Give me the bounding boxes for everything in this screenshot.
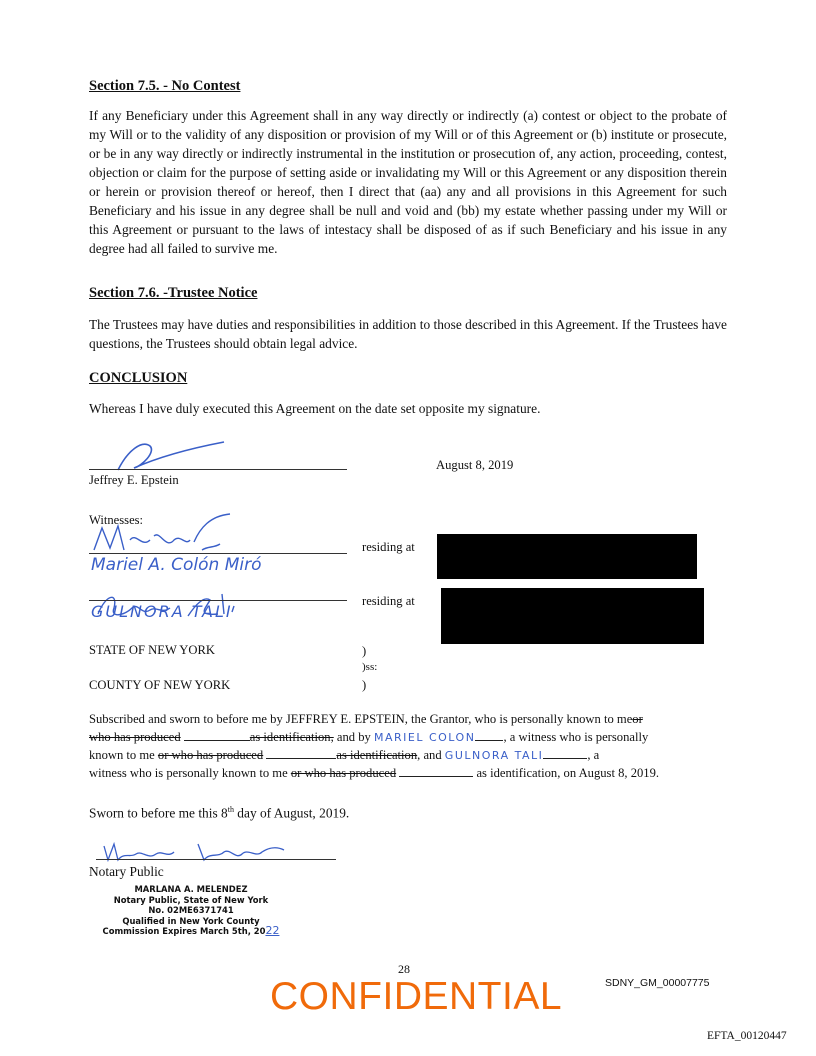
section-7-6-title: Section 7.6. -Trustee Notice: [89, 285, 258, 301]
jurat-text: , a witness who is personally: [503, 730, 649, 744]
jurat-blank: [543, 747, 587, 759]
section-7-5-body: If any Beneficiary under this Agreement shall in any way directly or indirectly (a) contest or object to the probate of my Will or to the validity of any disposition or provision of my Will or of this Agreement or (b) institute or prosecute, or be in any way directly or indirectly instrumental in the institution or prosecution of, any action, proceeding, contest, objection or claim for the purpose of setting aside or invalidating my Will or this Agreement or any disposition therein or herein or provision thereof or hereof, then I direct that (aa) any and all provisions in this Agreement for such Beneficiary and his issue in any degree shall be null and void and (bb) my estate whether passing under my Will or this Agreement or pursuant to the laws of intestacy shall be disposed of as if such Beneficiary and his issue in any degree had all failed to survive me.: [89, 108, 727, 256]
witness-2-signature-line: [89, 600, 347, 601]
stamp-line: Qualified in New York County: [122, 915, 260, 926]
jurat-line-1: [89, 710, 643, 729]
jurat-handwritten-witness-2: GULNORA TALI: [444, 749, 544, 762]
section-7-6-body: The Trustees may have duties and responsibilities in addition to those described in this Agreement. If the Trustees have questions, the Trustees should obtain legal advice.: [89, 317, 727, 351]
jurat-text: , and: [417, 748, 442, 762]
jurat-strike: or who has produced: [290, 766, 397, 780]
jurat-text: witness who is personally known to me: [89, 766, 288, 780]
jurat-strike: as identification,: [249, 730, 334, 744]
witness-1-residing-label: residing at: [362, 540, 415, 554]
grantor-date: August 8, 2019: [436, 458, 514, 472]
jurat-blank: [184, 729, 250, 741]
sworn-text: day of August, 2019.: [233, 805, 350, 821]
jurat-blank: [266, 747, 336, 759]
jurat-text: , a: [587, 748, 600, 762]
jurat-text: Subscribed and sworn to before me by JEFFREY E. EPSTEIN, the Grantor, who is personally known to me: [89, 712, 633, 726]
stamp-expiry-text: Commission Expires March 5th, 20: [102, 926, 266, 936]
conclusion-title: CONCLUSION: [89, 370, 188, 386]
witness-2-residing-label: residing at: [362, 594, 415, 608]
jurat-line-4: [89, 764, 659, 783]
jurat-blank: [475, 729, 503, 741]
jurat-strike: as identification: [336, 748, 418, 762]
sworn-text: Sworn to before me this 8: [89, 805, 228, 821]
jurat-text: and by: [336, 730, 371, 744]
conclusion-body: Whereas I have duly executed this Agreement on the date set opposite my signature.: [89, 401, 541, 416]
witness-1-address-redaction: [437, 534, 697, 579]
notary-stamp: [86, 884, 296, 937]
jurat-strike: or: [632, 712, 643, 726]
jurat-line-2: [89, 728, 648, 747]
jurat-blank: [399, 765, 473, 777]
witness-2-address-redaction: [441, 588, 704, 644]
witness-1-printed-name: Mariel A. Colón Miró: [91, 555, 262, 575]
section-7-5-title: Section 7.5. - No Contest: [89, 78, 241, 94]
stamp-line: No. 02ME6371741: [148, 905, 234, 915]
grantor-signature-line: [89, 469, 347, 470]
jurat-strike: or who has produced: [157, 748, 264, 762]
jurat-text: known to me: [89, 748, 155, 762]
stamp-expiry: [86, 926, 296, 937]
grantor-name: Jeffrey E. Epstein: [89, 473, 179, 487]
page-number: 28: [398, 962, 410, 976]
venue-state: STATE OF NEW YORK: [89, 643, 215, 657]
venue-paren-1: ): [362, 644, 367, 658]
stamp-line: Notary Public, State of New York: [113, 894, 269, 905]
notary-signature-line: [96, 859, 336, 860]
venue-ss: )ss:: [362, 661, 378, 673]
efta-number: EFTA_00120447: [707, 1030, 787, 1042]
witnesses-label: Witnesses:: [89, 513, 144, 527]
notary-label: Notary Public: [89, 864, 164, 879]
stamp-line: MARLANA A. MELENDEZ: [134, 884, 248, 894]
jurat-strike: who has produced: [89, 730, 181, 744]
jurat-line-3: [89, 746, 599, 765]
jurat-handwritten-witness-1: MARIEL COLON: [373, 731, 476, 744]
jurat-text: as identification, on August 8, 2019.: [476, 766, 660, 780]
witness-1-signature-line: [89, 553, 347, 554]
witness-2-printed-name: GULNORA TALI: [91, 602, 233, 621]
bates-number: SDNY_GM_00007775: [605, 977, 710, 989]
venue-paren-2: ): [362, 678, 367, 692]
sworn-line: [89, 800, 349, 822]
witness-1-signature: [90, 510, 240, 556]
stamp-expiry-year: 22: [265, 924, 280, 937]
venue-county: COUNTY OF NEW YORK: [89, 678, 231, 692]
confidential-watermark: CONFIDENTIAL: [270, 975, 563, 1018]
sworn-superscript: th: [227, 805, 234, 814]
